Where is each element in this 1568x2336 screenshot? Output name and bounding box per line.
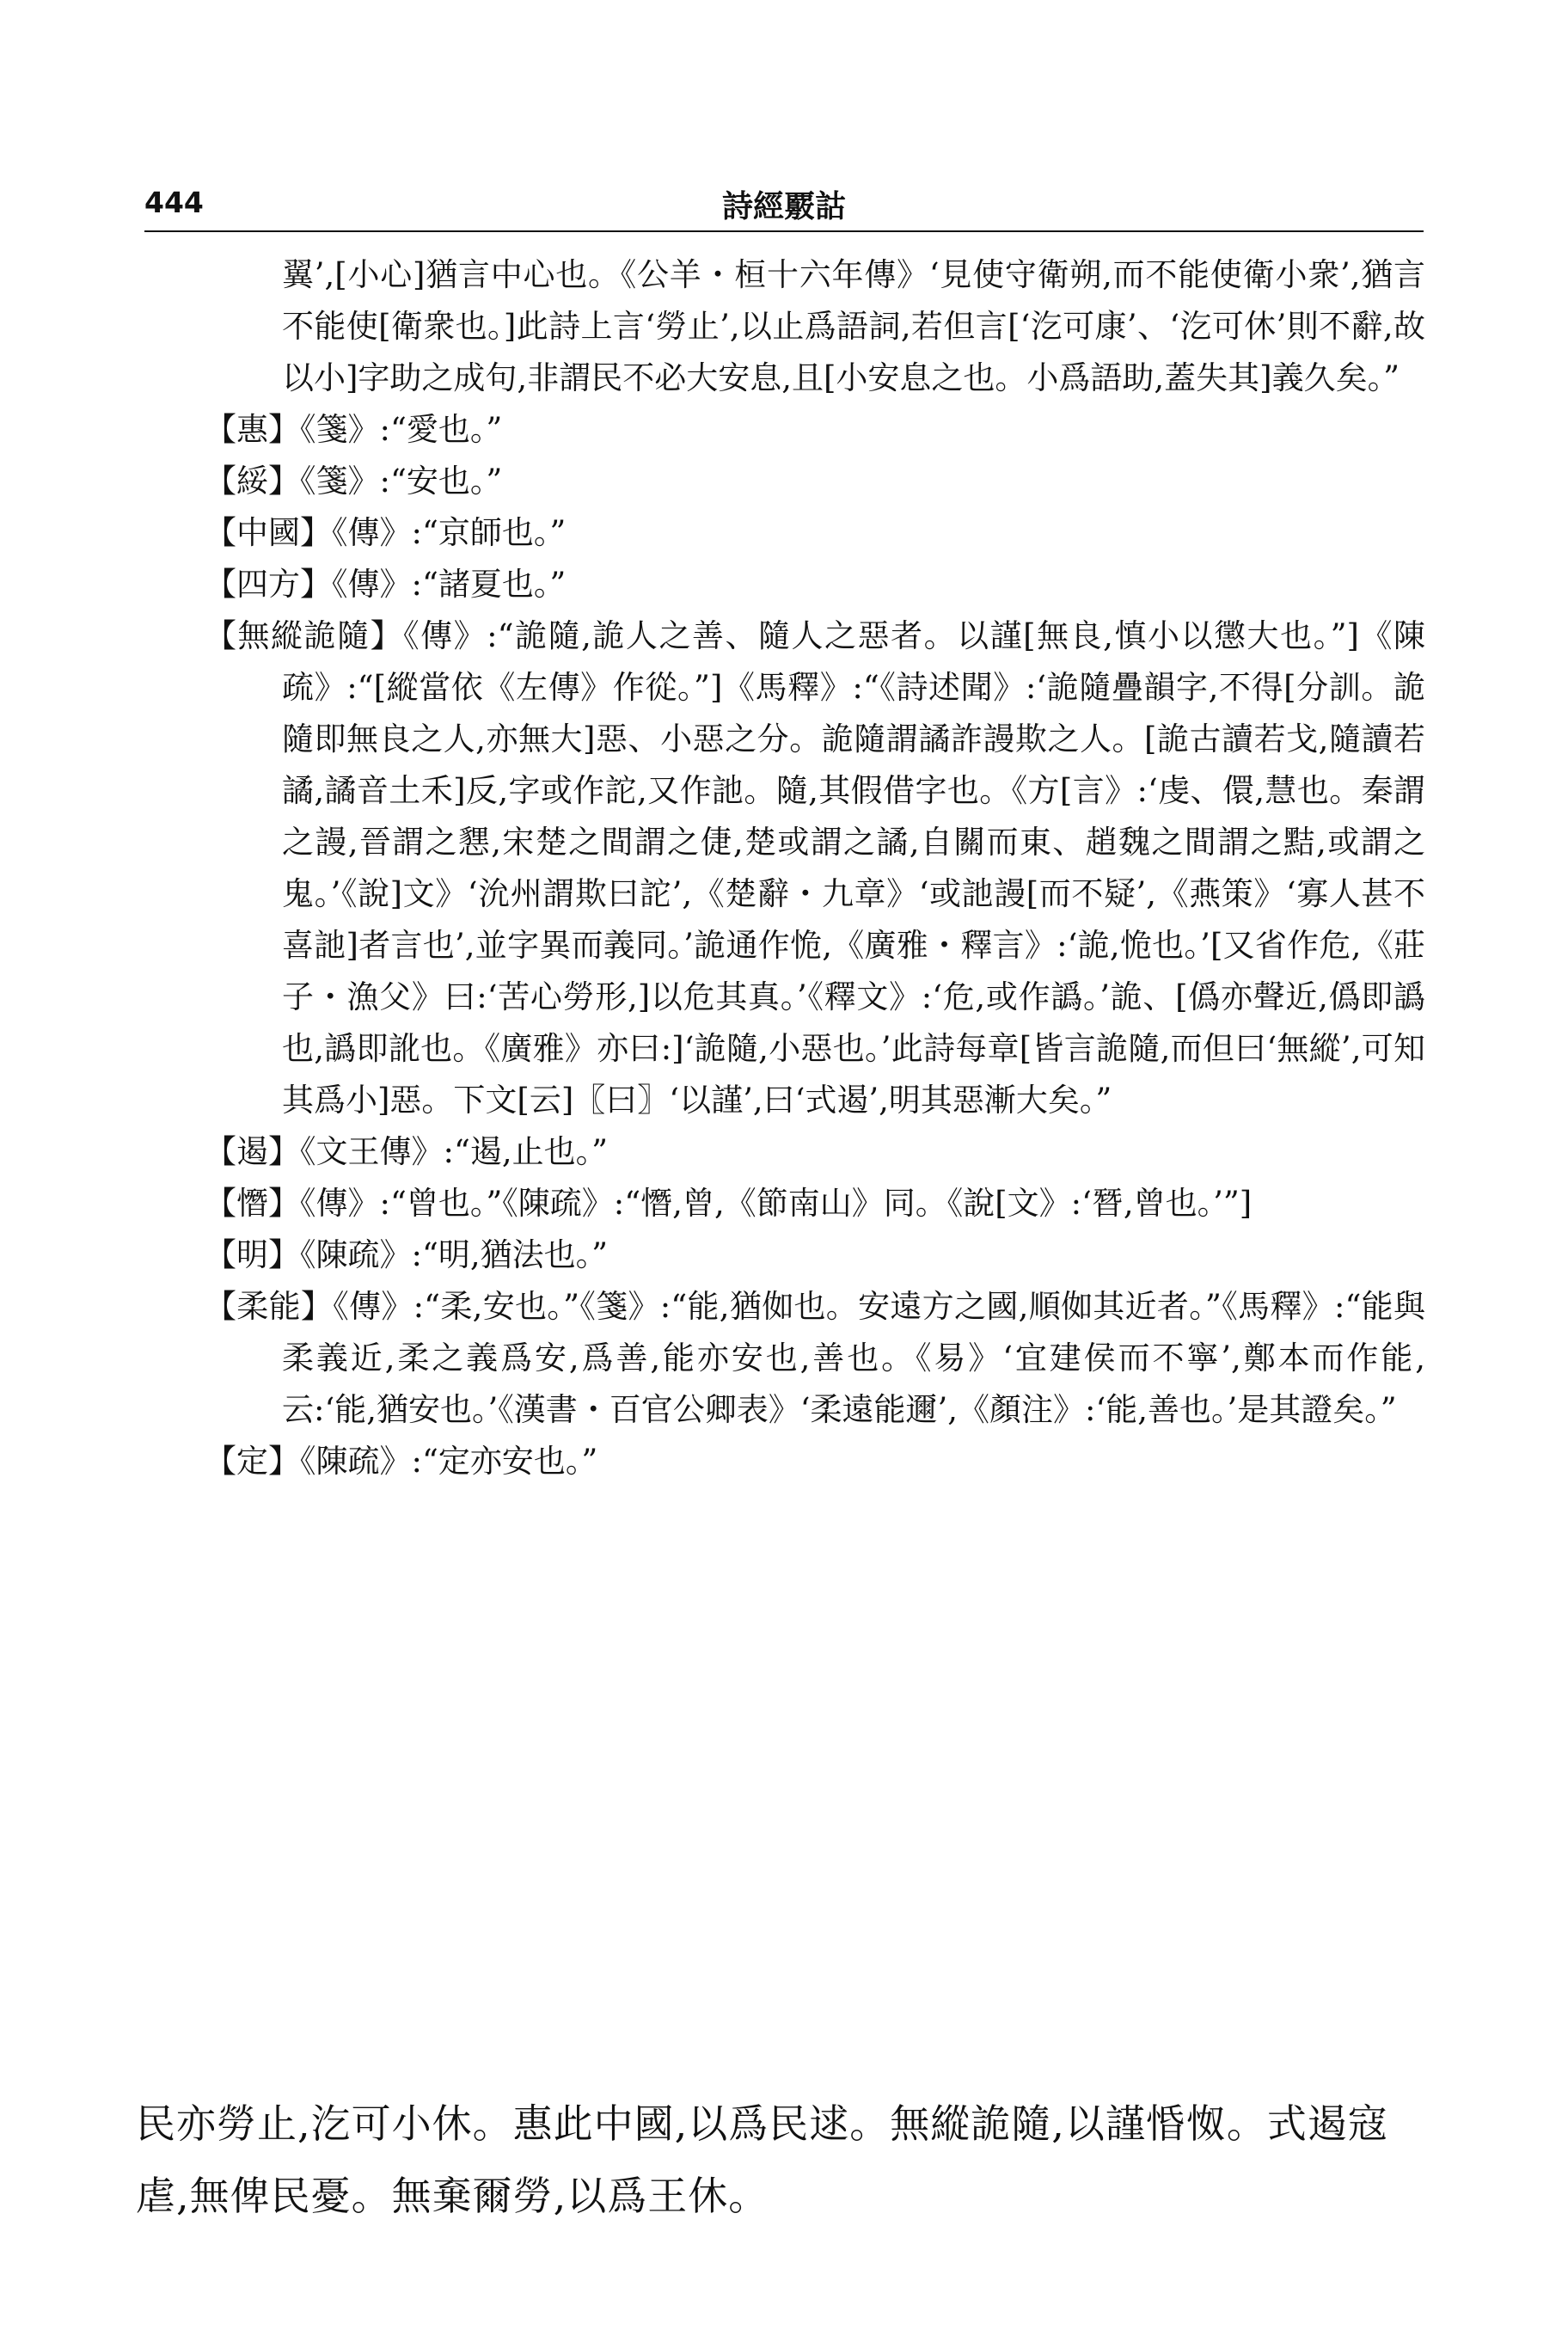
note-entry-ming: 【明】《陳疏》:“明,猶法也。” [205,1236,609,1273]
header-divider [144,230,1424,232]
note-entry-rouneng: 【柔能】《傳》:“柔,安也。”《箋》:“能,猶侞也。安遠方之國,順侞其近者。”《馬釋》:“能與柔義近,柔之義爲安,爲善,能亦安也,善也。《易》‘宜建侯而不寧’,鄭本而作能,云:‘能,猶安也。’《漢書・百官公卿表》‘柔遠能邇’,《顏注》:‘能,善也。’是其證矣。” [205,1288,1425,1428]
note-entry-zhongguo: 【中國】《傳》:“京師也。” [205,514,567,551]
note-entry-sui: 【綏】《箋》:“安也。” [205,463,503,500]
page-header [144,169,1424,229]
note-entry-wuzong-guisui: 【無縱詭隨】《傳》:“詭隨,詭人之善、隨人之惡者。以謹[無良,慎小以懲大也。”]《陳疏》:“[縱當依《左傳》作從。”]《馬釋》:“《詩述聞》:‘詭隨疊韻字,不得[分訓。詭隨即無良之人,亦無大]惡、小惡之分。詭隨謂譎詐謾欺之人。[詭古讀若戈,隨讀若譎,譎音土禾]反,字或作詑,又作訑。隨,其假借字也。《方[言》:‘虔、儇,慧也。秦謂之謾,晉謂之㦟,宋楚之間謂之倢,楚或謂之譎,自關而東、趙魏之間謂之黠,或謂之鬼。’《說]文》‘沇州謂欺曰詑’,《楚辭・九章》‘或訑謾[而不疑’,《燕策》‘寡人甚不喜訑]者言也’,並字異而義同。’詭通作恑,《廣雅・釋言》:‘詭,恑也。’[又省作危,《莊子・漁父》曰:‘苦心勞形,]以危其真。’《釋文》:‘危,或作譌。’詭、[僞亦聲近,僞即譌也,譌即訛也。《廣雅》亦曰:]‘詭隨,小惡也。’此詩每章[皆言詭隨,而但曰‘無縱’,可知其爲小]惡。下文[云]〖曰〗‘以謹’,曰‘式遏’,明其惡漸大矣。” [205,617,1425,1119]
note-entry-ding: 【定】《陳疏》:“定亦安也。” [205,1443,598,1480]
note-entry-sifang: 【四方】《傳》:“諸夏也。” [205,566,567,603]
note-entry-e: 【遏】《文王傳》:“遏,止也。” [205,1133,609,1170]
commentary-notes [205,249,1425,1487]
poem-verse: 民亦勞止,汔可小休。惠此中國,以爲民逑。無縱詭隨,以謹惛怓。式遏寇虐,無俾民憂。無棄爾勞,以爲王休。 [136,2100,1388,2219]
page-number: 444 [144,186,204,219]
note-continuation: 翼’,[小心]猶言中心也。《公羊・桓十六年傳》‘見使守衛朔,而不能使衛小衆’,猶言不能使[衛衆也。]此詩上言‘勞止’,以止爲語詞,若但言[‘汔可康’、‘汔可休’則不辭,故以小]字助之成句,非謂民不必大安息,且[小安息之也。小爲語助,蓋失其]義久矣。” [282,256,1425,396]
running-title: 詩經覈詁 [721,189,846,224]
note-entry-hui: 【惠】《箋》:“愛也。” [205,411,503,448]
note-entry-can: 【憯】《傳》:“曾也。”《陳疏》:“憯,曾,《節南山》同。《說[文》:‘朁,曾也。’”] [205,1185,1253,1222]
